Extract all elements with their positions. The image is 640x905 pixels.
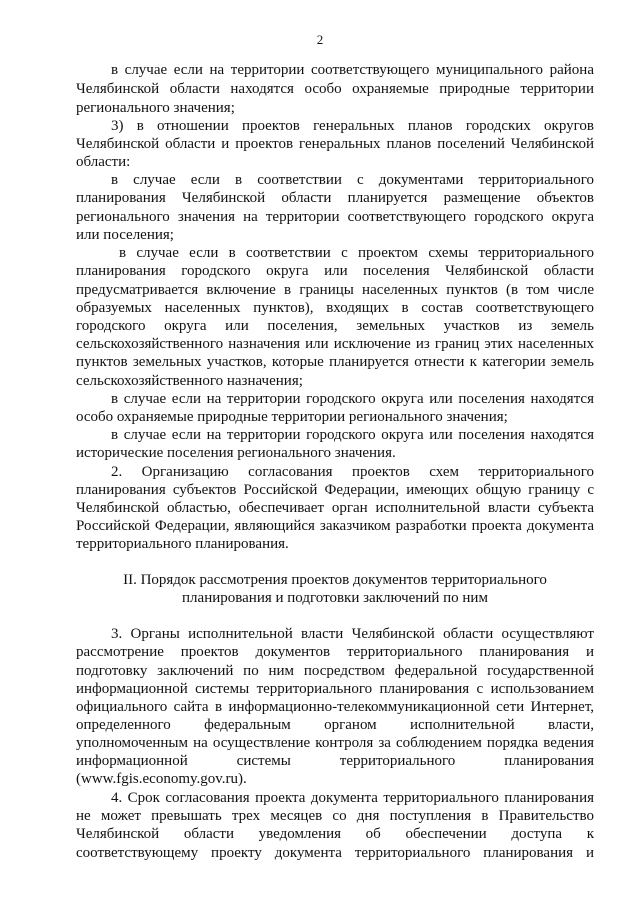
section-heading: планирования и подготовки заключений по ним	[182, 590, 488, 606]
text-line: 3) в отношении проектов генеральных планов городских округов	[111, 118, 594, 134]
text-line: Челябинской областью, обеспечивает орган исполнительной власти субъекта	[76, 500, 594, 516]
text-line: регионального значения;	[76, 100, 235, 116]
text-line: информационной системы территориального планирования	[76, 753, 594, 769]
text-line: в случае если на территории городского округа или поселения находятся	[111, 391, 594, 407]
text-line: не может превышать трех месяцев со дня поступления в Правительство	[76, 808, 594, 824]
section-heading: II. Порядок рассмотрения проектов документов территориального	[123, 572, 547, 588]
text-line: в случае если в соответствии с проектом схемы территориального	[119, 245, 594, 261]
text-line: предусматривается включение в границы населенных пунктов (в том числе	[76, 282, 594, 298]
text-line: или поселения;	[76, 227, 174, 243]
text-line: планирования субъектов Российской Федерации, имеющих общую границу с	[76, 482, 594, 498]
text-line: уполномоченным на осуществление контроля за соблюдением порядка ведения	[76, 735, 594, 751]
text-line: Челябинской области и проектов генеральных планов поселений Челябинской	[76, 136, 594, 152]
text-line: Челябинской области уведомления об обеспечении доступа к	[76, 826, 594, 842]
text-line: территориального планирования.	[76, 536, 289, 552]
text-line: сельскохозяйственного назначения или исключение из границ этих населенных	[76, 336, 594, 352]
text-line: (www.fgis.economy.gov.ru).	[76, 771, 247, 787]
text-line: планирования Челябинской области планируется размещение объектов	[76, 190, 594, 206]
text-line: области:	[76, 154, 131, 170]
text-line: в случае если в соответствии с документами территориального	[111, 172, 594, 188]
text-line: образуемых населенных пунктов), входящих в состав соответствующего	[76, 300, 594, 316]
text-line: 2. Организацию согласования проектов схем территориального	[111, 464, 594, 480]
text-line: 4. Срок согласования проекта документа территориального планирования	[111, 790, 594, 806]
text-line: определенного федеральным органом исполнительной власти,	[76, 717, 594, 733]
text-line: 3. Органы исполнительной власти Челябинской области осуществляют	[111, 626, 594, 642]
text-line: исторические поселения регионального значения.	[76, 445, 396, 461]
text-line: пунктов земельных участков, которые планируется отнести к категории земель	[76, 354, 594, 370]
page-number: 2	[316, 32, 324, 47]
text-line: городского округа или поселения, земельных участков из земель	[76, 318, 594, 334]
text-line: информационной системы территориального планирования с использованием	[76, 681, 594, 697]
text-line: Российской Федерации, являющийся заказчиком разработки проекта документа	[76, 518, 594, 534]
text-line: Челябинской области находятся особо охраняемые природные территории	[76, 81, 594, 97]
text-line: соответствующему проекту документа территориального планирования и	[76, 845, 594, 861]
text-line: в случае если на территории городского округа или поселения находятся	[111, 427, 594, 443]
text-line: особо охраняемые природные территории регионального значения;	[76, 409, 508, 425]
text-line: рассмотрение проектов документов территориального планирования и	[76, 644, 594, 660]
text-line: официального сайта в информационно-телекоммуникационной сети Интернет,	[76, 699, 594, 715]
text-line: в случае если на территории соответствующего муниципального района	[111, 62, 594, 78]
text-line: подготовку заключений по ним посредством федеральной государственной	[76, 663, 594, 679]
text-line: сельскохозяйственного назначения;	[76, 373, 303, 389]
text-line: регионального значения на территории соответствующего городского округа	[76, 209, 594, 225]
text-line: планирования городского округа или поселения Челябинской области	[76, 263, 594, 279]
